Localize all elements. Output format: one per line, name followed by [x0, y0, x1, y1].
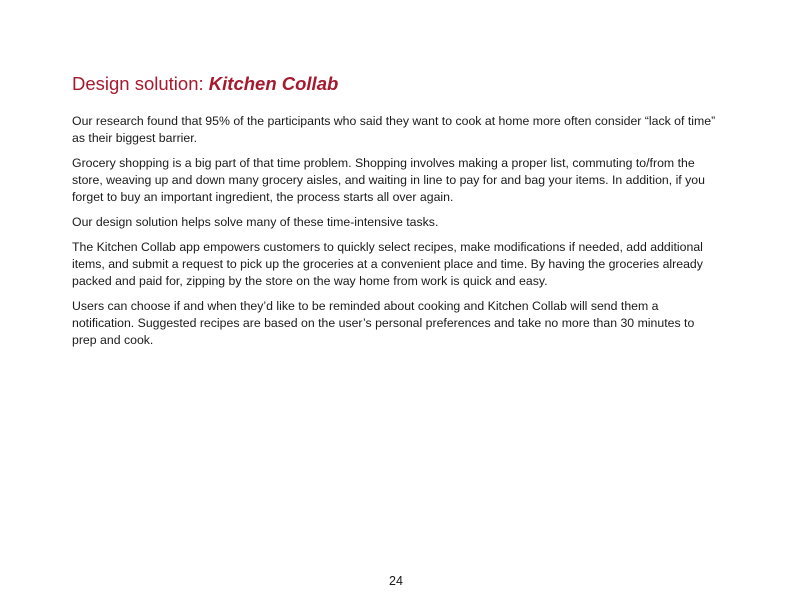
paragraph-design-solution: Our design solution helps solve many of these time-intensive tasks.: [72, 215, 439, 229]
paragraph-research: Our research found that 95% of the participants who said they want to cook at home more often consider “lack of time” as their biggest barrier.: [72, 114, 716, 145]
document-page: [72, 72, 722, 357]
paragraph-app-description: The Kitchen Collab app empowers customers to quickly select recipes, make modifications if needed, add additional items, and submit a request to pick up the groceries at a convenient place and time. By having the groceries already packed and paid for, zipping by the store on the way home from work is quick and easy.: [72, 240, 703, 288]
page-title: [72, 72, 722, 96]
paragraph-reminders: Users can choose if and when they’d like to be reminded about cooking and Kitchen Collab will send them a notification. Suggested recipes are based on the user’s personal preferences and take no more than 30 minutes to prep and cook.: [72, 299, 695, 347]
page-title-product-name: Kitchen Collab: [208, 73, 339, 94]
page-title-prefix: Design solution:: [72, 73, 209, 94]
paragraph-grocery-shopping: Grocery shopping is a big part of that time problem. Shopping involves making a proper list, commuting to/from the store, weaving up and down many grocery aisles, and waiting in line to pay for and bag your items. In addition, if you forget to buy an important ingredient, the process starts all over again.: [72, 156, 705, 204]
page-number: 24: [389, 574, 403, 588]
